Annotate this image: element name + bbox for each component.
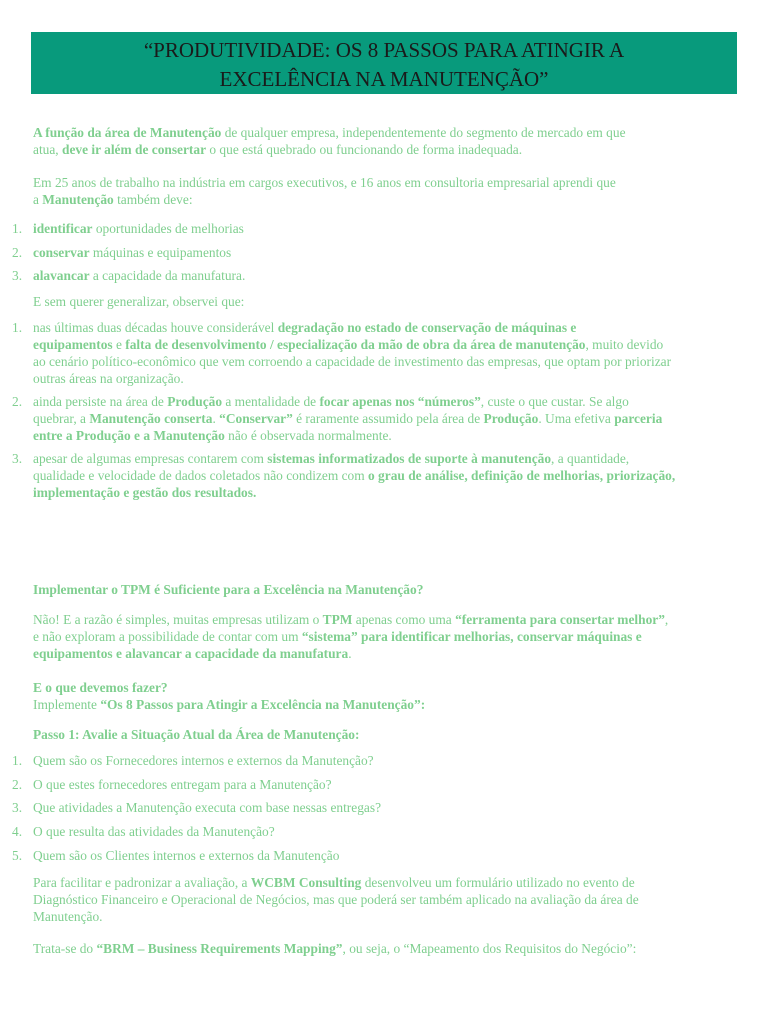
list-item-number: 1.: [12, 753, 23, 768]
list-item: [33, 393, 735, 444]
list-item-text: .: [212, 411, 220, 426]
list-item-text: oportunidades de melhorias: [92, 221, 244, 236]
intro-bold-2: deve ir além de consertar: [62, 142, 207, 157]
list-item-number: 1.: [12, 221, 23, 236]
list-item-text: não é observada normalmente.: [224, 428, 392, 443]
intro-paragraph-1: [33, 124, 733, 158]
observe-text: E sem querer generalizar, observei que:: [33, 294, 245, 309]
list-item: [33, 450, 735, 501]
list-item-number: 2.: [12, 777, 23, 792]
list-item-text: a capacidade da manufatura.: [89, 268, 246, 283]
brm-paragraph: [33, 940, 733, 957]
list-item-bold: Produção: [167, 394, 223, 409]
list-item-number: 3.: [12, 268, 23, 283]
list-item-bold: parceria: [614, 411, 663, 426]
list-item-text: máquinas e equipamentos: [89, 245, 232, 260]
list-item-bold: Manutenção conserta: [89, 411, 213, 426]
tpm-bold: equipamentos e alavancar a capacidade da manufatura: [33, 646, 349, 661]
list-item-line: ao cenário político-econômico que vem corroendo a capacidade de investimento das empresas, que optam por priorizar: [33, 354, 672, 369]
list-item-text: , muito devido: [585, 337, 664, 352]
list-item-text: , custe o que custar. Se algo: [480, 394, 629, 409]
tpm-text: e não exploram a possibilidade de contar com um: [33, 629, 302, 644]
list-item-bold: entre a Produção e a Manutenção: [33, 428, 225, 443]
list-item-number: 2.: [12, 394, 23, 409]
list-item: Quem são os Clientes internos e externos da Manutenção: [33, 848, 340, 863]
fazer-section: [33, 679, 733, 713]
intro-bold-1: A função da área de Manutenção: [33, 125, 222, 140]
tpm-paragraph: [33, 611, 733, 662]
title-line-1: “PRODUTIVIDADE: OS 8 PASSOS PARA ATINGIR A: [143, 38, 625, 62]
brm-text: , ou seja, o “Mapeamento dos Requisitos do Negócio”:: [342, 941, 637, 956]
facilitar-line: Diagnóstico Financeiro e Operacional de Negócios, mas que poderá ser também aplicado na avaliação da área de: [33, 892, 639, 907]
tpm-text: apenas como uma: [352, 612, 456, 627]
list-item-line: outras áreas na organização.: [33, 371, 184, 386]
list-item-text: a mentalidade de: [222, 394, 320, 409]
intro-text-3: o que está quebrado ou funcionando de forma inadequada.: [206, 142, 523, 157]
list-item-bold: identificar: [33, 221, 93, 236]
list-item-text: . Uma efetiva: [538, 411, 615, 426]
list-item-bold: implementação e gestão dos resultados.: [33, 485, 257, 500]
list-item: [33, 267, 735, 284]
tpm-bold: “sistema” para identificar melhorias, conservar máquinas e: [301, 629, 642, 644]
list-item-text: nas últimas duas décadas houve considerável: [33, 320, 278, 335]
tpm-text: Não! E a razão é simples, muitas empresas utilizam o: [33, 612, 323, 627]
fazer-text: Implemente: [33, 697, 101, 712]
tpm-text: ,: [664, 612, 669, 627]
list-item-bold: focar apenas nos “números”: [319, 394, 481, 409]
list-item-text: e: [112, 337, 126, 352]
list-item-text: é raramente assumido pela área de: [292, 411, 484, 426]
list-item-number: 3.: [12, 451, 23, 466]
list-item: [33, 244, 735, 261]
tpm-bold: “ferramenta para consertar melhor”: [455, 612, 665, 627]
facilitar-text: desenvolveu um formulário utilizado no evento de: [361, 875, 635, 890]
facilitar-paragraph: [33, 874, 733, 925]
list-item: [33, 319, 735, 387]
list-item: Quem são os Fornecedores internos e externos da Manutenção?: [33, 753, 374, 768]
title-banner: [31, 32, 737, 94]
intro-p2-text-3: também deve:: [113, 192, 193, 207]
list-item: O que resulta das atividades da Manutenção?: [33, 824, 275, 839]
list-item-bold: o grau de análise, definição de melhorias, priorização,: [368, 468, 676, 483]
tpm-bold: TPM: [322, 612, 353, 627]
facilitar-bold: WCBM Consulting: [250, 875, 362, 890]
list-item-bold: Produção: [483, 411, 539, 426]
intro-p2-bold: Manutenção: [42, 192, 114, 207]
list-item-bold: “Conservar”: [219, 411, 293, 426]
brm-text: Trata-se do: [33, 941, 97, 956]
list-item-number: 3.: [12, 800, 23, 815]
list-item-number: 5.: [12, 848, 23, 863]
list-item-text: qualidade e velocidade de dados coletados não condizem com: [33, 468, 369, 483]
list-item-number: 2.: [12, 245, 23, 260]
intro-paragraph-2: [33, 174, 733, 208]
list-item-number: 4.: [12, 824, 23, 839]
list-item-bold: equipamentos: [33, 337, 113, 352]
intro-text-1: de qualquer empresa, independentemente do segmento de mercado em que: [221, 125, 626, 140]
list-item-text: quebrar, a: [33, 411, 90, 426]
facilitar-text: Para facilitar e padronizar a avaliação, a: [33, 875, 251, 890]
tpm-heading: Implementar o TPM é Suficiente para a Excelência na Manutenção?: [33, 582, 424, 597]
list-item-text: apesar de algumas empresas contarem com: [33, 451, 268, 466]
list-item-bold: sistemas informatizados de suporte à manutenção: [267, 451, 552, 466]
tpm-text: .: [348, 646, 352, 661]
list-item-bold: alavancar: [33, 268, 90, 283]
intro-p2-line-1: Em 25 anos de trabalho na indústria em cargos executivos, e 16 anos em consultoria empresarial aprendi que: [33, 175, 616, 190]
facilitar-line: Manutenção.: [33, 909, 103, 924]
list-item: Que atividades a Manutenção executa com base nessas entregas?: [33, 800, 382, 815]
list-item-bold: degradação no estado de conservação de máquinas e: [277, 320, 577, 335]
intro-text-2: atua,: [33, 142, 62, 157]
list-item: O que estes fornecedores entregam para a Manutenção?: [33, 777, 332, 792]
passo1-heading: Passo 1: Avalie a Situação Atual da Área de Manutenção:: [33, 727, 360, 742]
list-item-text: ainda persiste na área de: [33, 394, 168, 409]
fazer-heading: E o que devemos fazer?: [33, 680, 168, 695]
list-item-text: , a quantidade,: [551, 451, 630, 466]
brm-bold: “BRM – Business Requirements Mapping”: [96, 941, 343, 956]
fazer-bold: “Os 8 Passos para Atingir a Excelência na Manutenção”:: [100, 697, 426, 712]
list-item-number: 1.: [12, 320, 23, 335]
title-line-2: EXCELÊNCIA NA MANUTENÇÃO”: [219, 67, 549, 91]
list-item-bold: conservar: [33, 245, 90, 260]
list-item: [33, 220, 735, 237]
list-item-bold: falta de desenvolvimento / especialização da mão de obra da área de manutenção: [125, 337, 586, 352]
intro-p2-text-2: a: [33, 192, 43, 207]
